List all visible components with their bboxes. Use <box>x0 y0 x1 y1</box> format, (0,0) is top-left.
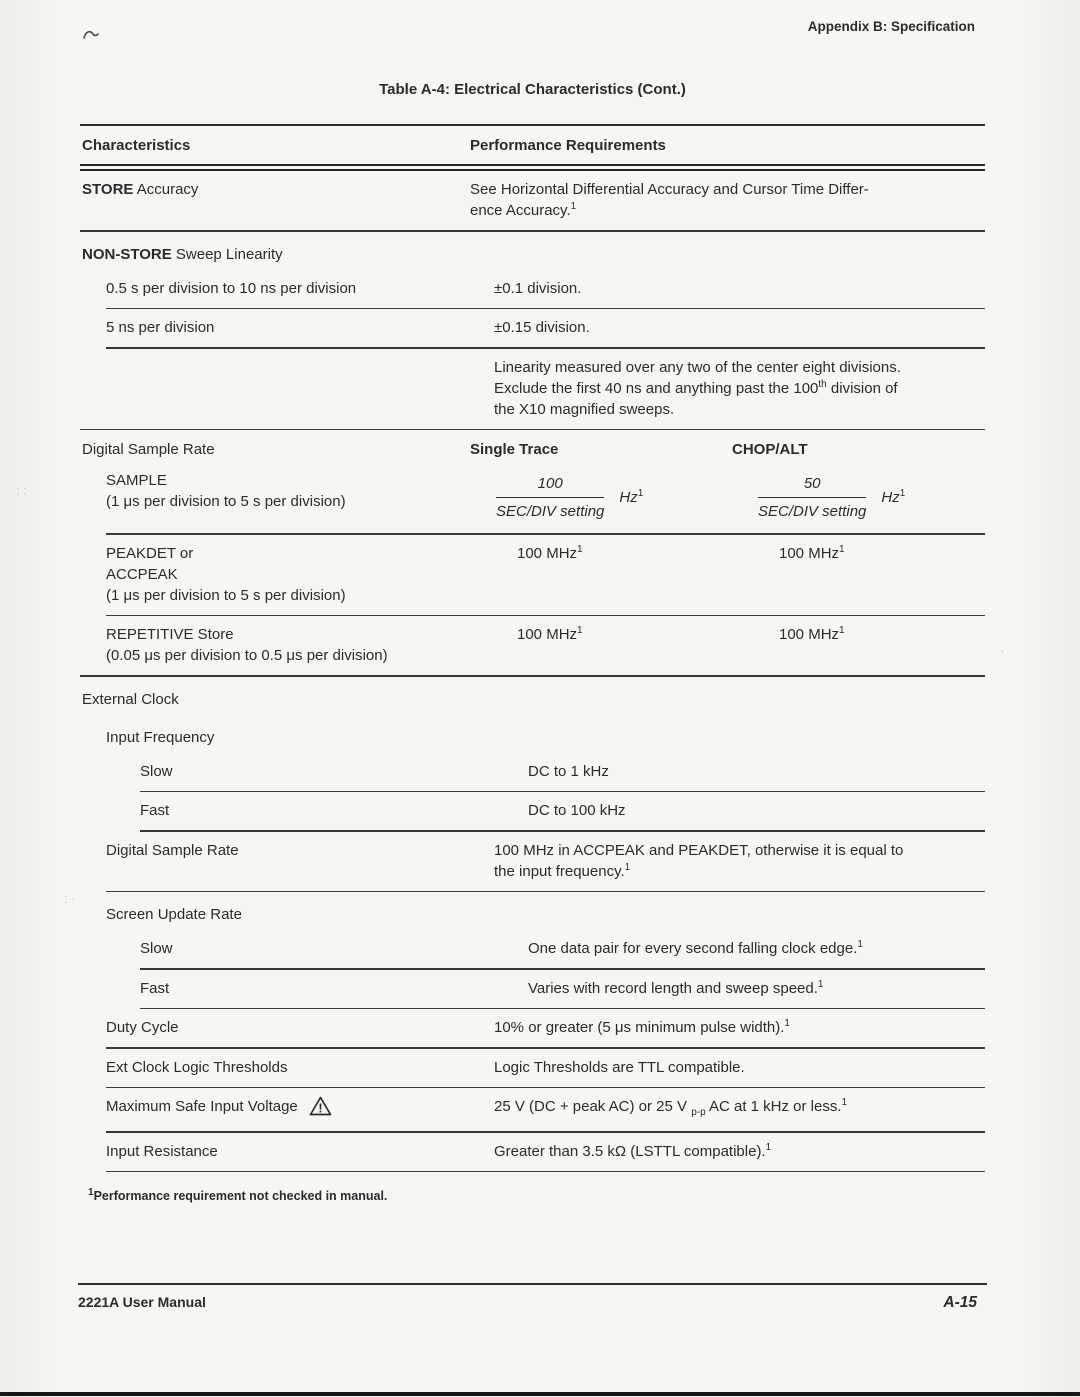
chop-alt-cell <box>756 470 985 524</box>
single-trace-cell <box>494 470 756 524</box>
requirements-cell <box>494 1057 985 1078</box>
text-line: Ext Clock Logic Thresholds <box>106 1058 288 1076</box>
table-row <box>80 715 985 753</box>
characteristics-cell <box>80 904 494 925</box>
text-line: 100 MHz in ACCPEAK and PEAKDET, otherwise it is equal to <box>494 841 904 859</box>
requirements-cell <box>494 278 985 299</box>
table-header-rule <box>80 164 985 171</box>
characteristics-cell <box>80 244 470 265</box>
characteristics-cell <box>80 179 470 221</box>
text-line: See Horizontal Differential Accuracy and Cursor Time Differ- <box>470 181 869 198</box>
table-row <box>80 970 985 1008</box>
table-row <box>80 930 985 968</box>
text-line: the X10 magnified sweeps. <box>494 400 675 418</box>
text-line: Digital Sample Rate <box>82 441 215 458</box>
header-section-title: Appendix B: Specification <box>807 19 975 34</box>
scan-artifact: · <box>1000 643 1005 658</box>
requirements-cell <box>494 317 985 338</box>
text-line: REPETITIVE Store <box>106 626 234 643</box>
scan-artifact <box>82 26 100 47</box>
characteristics-cell <box>80 1057 494 1078</box>
table-row <box>80 832 985 891</box>
scan-artifact: : · <box>64 891 76 906</box>
chop-alt-cell <box>732 439 985 460</box>
table-row <box>80 753 985 791</box>
characteristics-cell <box>80 470 494 524</box>
characteristics-cell <box>80 761 528 782</box>
text-line: CHOP/ALT <box>732 441 808 458</box>
text-line: 5 ns per division <box>106 319 215 336</box>
table-row <box>80 892 985 930</box>
characteristics-cell <box>80 840 494 882</box>
chop-alt-cell <box>756 624 985 666</box>
table-row <box>80 1049 985 1087</box>
text-line: 25 V (DC + peak AC) or 25 V $_{p-p}$ AC at 1 kHz or less.$^1$ <box>494 1097 848 1118</box>
text-line: 100 MHz$^1$ <box>779 625 845 643</box>
table-row <box>80 1088 985 1131</box>
single-trace-cell <box>494 543 756 606</box>
table-row <box>80 1133 985 1171</box>
col-header-performance: Performance Requirements <box>470 137 666 154</box>
text-line: Input Frequency <box>106 728 215 746</box>
table-row <box>80 1009 985 1047</box>
text-line: Slow <box>140 762 173 780</box>
characteristics-cell <box>80 439 470 460</box>
fraction-value: $\frac{100}{\text{SEC/DIV setting}}$ Hz$^1$ <box>496 475 644 520</box>
characteristics-cell <box>80 1096 494 1122</box>
text-line: One data pair for every second falling clock edge.$^1$ <box>528 939 863 957</box>
spec-table <box>0 124 1080 1207</box>
text-line: Logic Thresholds are TTL compatible. <box>494 1058 745 1076</box>
requirements-cell <box>528 938 985 959</box>
characteristics-cell <box>80 978 528 999</box>
text-line: Single Trace <box>470 441 559 458</box>
single-trace-cell <box>470 439 732 460</box>
text-line: (1 μs per division to 5 s per division) <box>106 586 346 604</box>
text-line: ±0.15 division. <box>494 319 590 336</box>
characteristics-cell <box>80 800 528 821</box>
text-line: DC to 1 kHz <box>528 762 609 780</box>
chop-alt-cell <box>756 543 985 606</box>
text-line: Digital Sample Rate <box>106 841 239 859</box>
text-line: Greater than 3.5 kΩ (LSTTL compatible).$^1$ <box>494 1141 772 1160</box>
page-footer <box>78 1283 987 1313</box>
requirements-cell <box>494 840 985 882</box>
page-header <box>0 0 1080 37</box>
text-line: ence Accuracy.$^1$ <box>470 201 577 219</box>
footnote-text: Performance requirement not checked in manual. <box>93 1189 388 1203</box>
table-row <box>80 270 985 308</box>
footer-manual-name: 2221A User Manual <box>78 1294 206 1310</box>
text-line: 100 MHz$^1$ <box>517 625 583 643</box>
characteristics-cell <box>80 689 470 710</box>
footnote-sup: 1 <box>88 1186 94 1198</box>
text-line: NON-STORE Sweep Linearity <box>82 245 283 263</box>
row-divider <box>106 1171 985 1173</box>
text-line: Varies with record length and sweep speed.$^1$ <box>528 978 824 997</box>
text-line: SAMPLE <box>106 472 167 489</box>
fraction-unit: Hz$^1$ <box>881 488 906 506</box>
characteristics-cell <box>80 1017 494 1038</box>
text-line: STORE Accuracy <box>82 181 199 198</box>
characteristics-cell <box>80 938 528 959</box>
table-row <box>80 171 985 230</box>
text-line: 100 MHz$^1$ <box>517 543 583 562</box>
text-line: Input Resistance <box>106 1142 218 1160</box>
table-row <box>80 232 985 270</box>
text-line: Maximum Safe Input Voltage ! <box>106 1096 494 1122</box>
table-row <box>80 535 985 615</box>
table-row <box>80 616 985 675</box>
col-header-characteristics: Characteristics <box>82 137 191 154</box>
requirements-cell <box>528 761 985 782</box>
text-line: PEAKDET or <box>106 544 194 562</box>
text-line: DC to 100 kHz <box>528 802 626 819</box>
requirements-cell <box>494 357 985 420</box>
text-line: the input frequency.$^1$ <box>494 861 631 880</box>
text-line: Linearity measured over any two of the center eight divisions. <box>494 358 901 376</box>
requirements-cell <box>528 800 985 821</box>
single-trace-cell <box>494 624 756 666</box>
table-row <box>80 309 985 347</box>
text-line: Fast <box>140 979 170 997</box>
text-line: Exclude the first 40 ns and anything past the 100th division of <box>494 378 898 397</box>
characteristics-cell <box>80 357 494 420</box>
table-title: Table A-4: Electrical Characteristics (Cont.) <box>379 81 686 98</box>
table-row <box>80 349 985 429</box>
characteristics-cell <box>80 317 494 338</box>
table-header-row <box>80 126 985 164</box>
footnote <box>80 1186 985 1207</box>
requirements-cell <box>494 1017 985 1038</box>
requirements-cell <box>528 978 985 999</box>
text-line: 100 MHz$^1$ <box>779 543 845 562</box>
characteristics-cell <box>80 278 494 299</box>
footer-page-number: A-15 <box>943 1294 977 1311</box>
table-row <box>80 677 985 715</box>
svg-text:!: ! <box>318 1101 323 1116</box>
text-line: ACCPEAK <box>106 565 178 583</box>
text-line: External Clock <box>82 690 179 708</box>
characteristics-cell <box>80 624 494 666</box>
fraction-value: $\frac{50}{\text{SEC/DIV setting}}$ Hz$^1$ <box>758 475 906 520</box>
characteristics-cell <box>80 1141 494 1162</box>
text-line: Slow <box>140 940 173 957</box>
text-line: (0.05 μs per division to 0.5 μs per division) <box>106 647 388 664</box>
table-row <box>80 792 985 830</box>
text-line: Fast <box>140 802 170 819</box>
characteristics-header-cell <box>80 135 470 156</box>
characteristics-cell <box>80 543 494 606</box>
table-row <box>80 462 985 533</box>
fraction-unit: Hz$^1$ <box>619 488 644 506</box>
table-body <box>80 171 985 1172</box>
characteristics-cell <box>80 727 494 748</box>
scan-artifact <box>0 1392 1080 1396</box>
scan-artifact: : : <box>16 483 27 498</box>
table-row <box>80 430 985 462</box>
requirements-cell <box>470 179 985 221</box>
text-line: (1 μs per division to 5 s per division) <box>106 493 346 510</box>
performance-header-cell <box>470 135 985 156</box>
text-line: ±0.1 division. <box>494 279 582 297</box>
text-line: Screen Update Rate <box>106 906 242 923</box>
text-line: 10% or greater (5 μs minimum pulse width).$^1$ <box>494 1018 790 1036</box>
text-line: 0.5 s per division to 10 ns per division <box>106 279 357 297</box>
text-line: Duty Cycle <box>106 1019 179 1036</box>
warning-icon <box>309 1096 332 1122</box>
requirements-cell <box>494 1141 985 1162</box>
requirements-cell <box>494 1096 985 1122</box>
